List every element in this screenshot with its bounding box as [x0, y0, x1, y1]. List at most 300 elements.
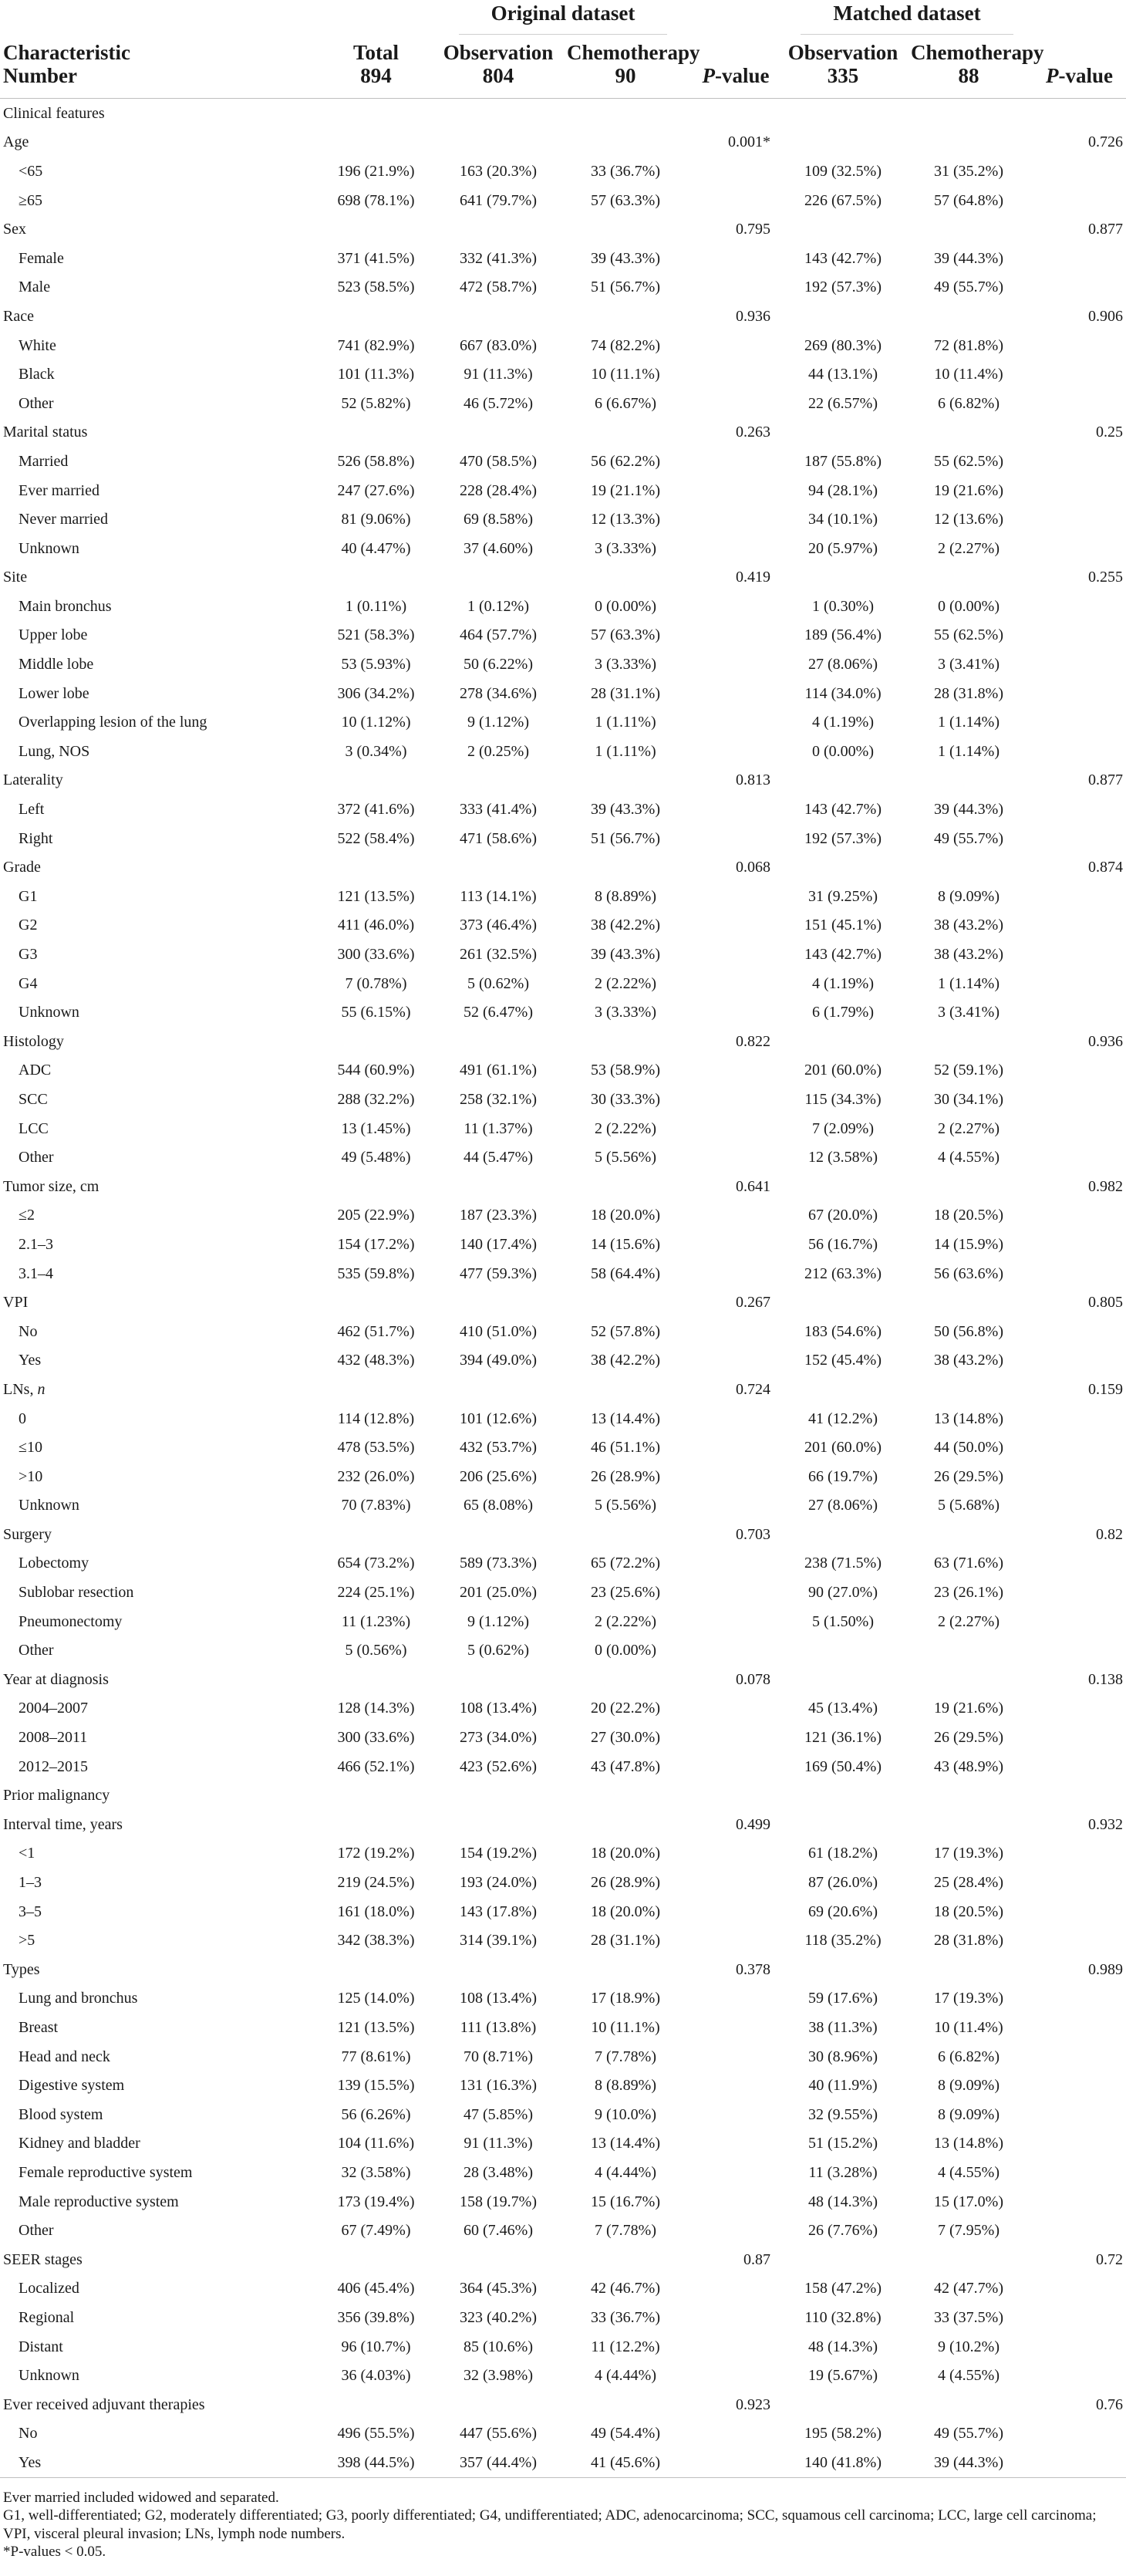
- characteristic-cell: Lower lobe: [19, 684, 89, 702]
- observation-cell: 394 (49.0%): [460, 1352, 537, 1369]
- table-row: [0, 707, 1126, 737]
- table-row-category: [0, 418, 1126, 447]
- table-row: [0, 2332, 1126, 2362]
- chemotherapy-cell: [561, 2390, 690, 2419]
- observation-cell: [436, 1288, 561, 1317]
- observation-cell: 193 (24.0%): [460, 1874, 537, 1892]
- matched-chemotherapy-cell: 13 (14.8%): [934, 2135, 1003, 2152]
- observation-cell: 60 (7.46%): [464, 2222, 533, 2240]
- characteristic-cell: G3: [19, 946, 38, 964]
- characteristic-cell: Race: [3, 307, 34, 325]
- table-row: [0, 998, 1126, 1027]
- p-value-cell: [690, 2129, 781, 2159]
- observation-cell: [436, 1520, 561, 1549]
- characteristic-cell: Other: [19, 1149, 54, 1166]
- matched-observation-cell: 212 (63.3%): [804, 1264, 882, 1282]
- characteristic-cell: Clinical features: [3, 104, 105, 122]
- p-value-cell: [690, 1201, 781, 1231]
- matched-observation-cell: 158 (47.2%): [804, 2280, 882, 2297]
- matched-observation-cell: 5 (1.50%): [812, 1612, 874, 1630]
- total-cell: [316, 1810, 436, 1839]
- chemotherapy-cell: 39 (43.3%): [591, 249, 660, 267]
- matched-p-value-cell: 0.932: [1088, 1815, 1123, 1833]
- chemotherapy-cell: 30 (33.3%): [591, 1090, 660, 1108]
- chemotherapy-cell: 18 (20.0%): [591, 1207, 660, 1224]
- matched-observation-cell: 118 (35.2%): [804, 1932, 882, 1950]
- matched-p-value-cell: [1033, 2042, 1126, 2071]
- total-cell: 196 (21.9%): [337, 162, 415, 180]
- characteristic-cell: White: [19, 336, 56, 354]
- p-value-cell: [690, 476, 781, 505]
- matched-observation-cell: 30 (8.96%): [808, 2048, 878, 2065]
- observation-cell: 228 (28.4%): [460, 481, 537, 499]
- matched-observation-cell: 61 (18.2%): [808, 1845, 878, 1862]
- matched-observation-cell: [781, 852, 905, 882]
- matched-chemotherapy-cell: 28 (31.8%): [934, 684, 1003, 702]
- table-row: [0, 2448, 1126, 2477]
- p-value-cell: [690, 1752, 781, 1781]
- p-value-cell: [690, 1578, 781, 1607]
- matched-observation-cell: 4 (1.19%): [812, 974, 874, 992]
- p-value-cell: 0.068: [736, 859, 770, 876]
- matched-chemotherapy-cell: [905, 2245, 1033, 2274]
- observation-cell: 108 (13.4%): [460, 1990, 537, 2007]
- matched-p-value-cell: 0.877: [1088, 771, 1123, 789]
- matched-observation-cell: [781, 2245, 905, 2274]
- observation-cell: 140 (17.4%): [460, 1235, 537, 1253]
- matched-p-value-cell: [1033, 1230, 1126, 1259]
- p-value-cell: [690, 2071, 781, 2100]
- p-value-cell: [690, 99, 781, 128]
- matched-observation-cell: 187 (55.8%): [804, 452, 882, 470]
- chemotherapy-cell: [561, 302, 690, 331]
- table-row: [0, 1259, 1126, 1288]
- matched-p-value-cell: 0.982: [1088, 1177, 1123, 1195]
- matched-p-value-cell: [1033, 650, 1126, 679]
- total-cell: 432 (48.3%): [337, 1352, 415, 1369]
- matched-chemotherapy-cell: 49 (55.7%): [934, 2425, 1003, 2443]
- observation-cell: 5 (0.62%): [467, 974, 529, 992]
- matched-p-value-cell: 0.159: [1088, 1380, 1123, 1398]
- p-value-cell: [690, 331, 781, 360]
- p-value-cell: [690, 969, 781, 998]
- total-cell: 219 (24.5%): [337, 1874, 415, 1892]
- total-cell: [316, 1172, 436, 1201]
- total-cell: 224 (25.1%): [337, 1584, 415, 1602]
- total-cell: 521 (58.3%): [337, 626, 415, 644]
- matched-p-value-cell: [1033, 389, 1126, 418]
- chemotherapy-cell: [561, 418, 690, 447]
- matched-chemotherapy-cell: 23 (26.1%): [934, 1584, 1003, 1602]
- characteristic-cell: G2: [19, 917, 38, 934]
- matched-p-value-cell: [1033, 1346, 1126, 1376]
- matched-chemotherapy-cell: 1 (1.14%): [938, 714, 1000, 731]
- chemotherapy-cell: 39 (43.3%): [591, 801, 660, 819]
- observation-cell: 9 (1.12%): [467, 1612, 529, 1630]
- table-row: [0, 505, 1126, 534]
- characteristic-cell: 2004–2007: [19, 1700, 88, 1717]
- total-cell: 7 (0.78%): [345, 974, 407, 992]
- observation-cell: 158 (19.7%): [460, 2193, 537, 2210]
- matched-p-value-cell: [1033, 1143, 1126, 1172]
- matched-observation-cell: [781, 2390, 905, 2419]
- matched-chemotherapy-cell: 63 (71.6%): [934, 1555, 1003, 1572]
- matched-p-value-cell: [1033, 1462, 1126, 1491]
- p-value-cell: [690, 1897, 781, 1926]
- matched-chemotherapy-cell: [905, 99, 1033, 128]
- characteristic-cell: G1: [19, 887, 38, 905]
- characteristic-cell: >10: [19, 1467, 43, 1485]
- matched-chemotherapy-cell: 10 (11.4%): [934, 2018, 1003, 2036]
- table-row: [0, 1201, 1126, 1231]
- matched-p-value-cell: [1033, 2100, 1126, 2129]
- matched-observation-cell: 7 (2.09%): [812, 1119, 874, 1137]
- matched-chemotherapy-cell: 50 (56.8%): [934, 1322, 1003, 1340]
- observation-cell: 333 (41.4%): [460, 801, 537, 819]
- p-value-cell: [690, 1404, 781, 1433]
- characteristic-cell: Female: [19, 249, 64, 267]
- matched-p-value-cell: [1033, 1578, 1126, 1607]
- table-row: [0, 2013, 1126, 2042]
- observation-cell: [436, 128, 561, 157]
- matched-p-value-cell: [1033, 2158, 1126, 2187]
- chemotherapy-cell: 7 (7.78%): [595, 2048, 656, 2065]
- matched-chemotherapy-cell: 44 (50.0%): [934, 1439, 1003, 1457]
- chemotherapy-cell: 26 (28.9%): [591, 1874, 660, 1892]
- observation-cell: 470 (58.5%): [460, 452, 537, 470]
- total-cell: 96 (10.7%): [341, 2338, 411, 2355]
- matched-observation-cell: [781, 1636, 905, 1665]
- chemotherapy-cell: [561, 1520, 690, 1549]
- p-value-cell: [690, 1085, 781, 1114]
- matched-chemotherapy-cell: 56 (63.6%): [934, 1264, 1003, 1282]
- p-value-cell: [690, 707, 781, 737]
- table-row-category: [0, 563, 1126, 593]
- matched-chemotherapy-cell: 55 (62.5%): [934, 626, 1003, 644]
- total-cell: [316, 1375, 436, 1404]
- matched-observation-header: Observation 335: [781, 35, 905, 99]
- observation-cell: [436, 852, 561, 882]
- p-value-cell: [690, 1259, 781, 1288]
- chemotherapy-cell: 13 (14.4%): [591, 1410, 660, 1427]
- matched-observation-cell: [781, 302, 905, 331]
- total-cell: [316, 1781, 436, 1810]
- matched-p-value-cell: [1033, 1984, 1126, 2014]
- observation-cell: [436, 1172, 561, 1201]
- table-row: [0, 476, 1126, 505]
- matched-p-value-cell: [1033, 476, 1126, 505]
- matched-chemotherapy-cell: 49 (55.7%): [934, 279, 1003, 296]
- total-cell: 121 (13.5%): [337, 887, 415, 905]
- chemotherapy-cell: 3 (3.33%): [595, 656, 656, 674]
- total-cell: 125 (14.0%): [337, 1990, 415, 2007]
- matched-chemotherapy-cell: 18 (20.5%): [934, 1207, 1003, 1224]
- table-footnotes: [0, 2478, 1126, 2561]
- matched-p-value-cell: [1033, 998, 1126, 1027]
- table-row-category: [0, 766, 1126, 795]
- table-row: [0, 447, 1126, 476]
- matched-chemotherapy-cell: 8 (9.09%): [938, 2077, 1000, 2095]
- characteristic-cell: Yes: [0, 2448, 316, 2477]
- chemotherapy-cell: 2 (2.22%): [595, 974, 656, 992]
- matched-observation-cell: 45 (13.4%): [808, 1700, 878, 1717]
- matched-observation-cell: 192 (57.3%): [804, 829, 882, 847]
- matched-chemotherapy-cell: 19 (21.6%): [934, 1700, 1003, 1717]
- total-cell: 173 (19.4%): [337, 2193, 415, 2210]
- total-cell: 154 (17.2%): [337, 1235, 415, 1253]
- observation-cell: 667 (83.0%): [460, 336, 537, 354]
- observation-cell: 472 (58.7%): [460, 279, 537, 296]
- total-cell: 523 (58.5%): [337, 279, 415, 296]
- observation-cell: 44 (5.47%): [464, 1149, 533, 1166]
- matched-chemotherapy-cell: 39 (44.3%): [905, 2448, 1033, 2477]
- matched-observation-cell: 38 (11.3%): [808, 2018, 878, 2036]
- matched-chemotherapy-cell: 38 (43.2%): [934, 917, 1003, 934]
- matched-p-value-cell: [1033, 1839, 1126, 1869]
- matched-observation-cell: 59 (17.6%): [808, 1990, 878, 2007]
- total-cell: 67 (7.49%): [341, 2222, 411, 2240]
- table-row-category: [0, 1027, 1126, 1056]
- matched-chemotherapy-cell: [905, 1781, 1033, 1810]
- table-row: [0, 621, 1126, 650]
- total-cell: 11 (1.23%): [341, 1612, 411, 1630]
- p-value-cell: [690, 1462, 781, 1491]
- p-value-cell: [690, 2100, 781, 2129]
- matched-observation-cell: 19 (5.67%): [808, 2367, 878, 2385]
- table-row-category: [0, 1781, 1126, 1810]
- table-row-category: [0, 128, 1126, 157]
- table-row: [0, 2100, 1126, 2129]
- chemotherapy-cell: [561, 2245, 690, 2274]
- chemotherapy-cell: 0 (0.00%): [595, 597, 656, 615]
- observation-cell: 108 (13.4%): [460, 1700, 537, 1717]
- p-value-cell: [690, 882, 781, 911]
- characteristic-cell: Localized: [19, 2280, 79, 2297]
- characteristic-cell: Surgery: [3, 1525, 52, 1543]
- table-row: [0, 795, 1126, 824]
- observation-cell: 432 (53.7%): [460, 1439, 537, 1457]
- total-cell: 300 (33.6%): [337, 946, 415, 964]
- table-row-category: [0, 1810, 1126, 1839]
- total-cell: 55 (6.15%): [341, 1004, 411, 1021]
- table-row: [0, 331, 1126, 360]
- total-cell: 52 (5.82%): [341, 394, 411, 412]
- observation-cell: 46 (5.72%): [464, 394, 533, 412]
- p-value-cell: [690, 389, 781, 418]
- matched-observation-cell: 115 (34.3%): [804, 1090, 882, 1108]
- matched-p-value-cell: [1033, 1317, 1126, 1346]
- table-row: [0, 1317, 1126, 1346]
- characteristic-cell: Upper lobe: [19, 626, 88, 644]
- p-value-cell: [690, 940, 781, 969]
- table-row: [0, 2158, 1126, 2187]
- table-row: [0, 679, 1126, 708]
- table-row: [0, 1549, 1126, 1578]
- table-row: [0, 2361, 1126, 2390]
- table-row-category: [0, 1288, 1126, 1317]
- matched-chemotherapy-cell: 2 (2.27%): [938, 1612, 1000, 1630]
- matched-observation-cell: 48 (14.3%): [808, 2193, 878, 2210]
- matched-chemotherapy-header: Chemotherapy 88: [905, 35, 1033, 99]
- p-value-cell: [690, 911, 781, 940]
- chemotherapy-cell: 17 (18.9%): [591, 1990, 660, 2007]
- p-value-cell: [690, 2448, 781, 2477]
- matched-observation-cell: [781, 1665, 905, 1694]
- matched-chemotherapy-cell: [905, 128, 1033, 157]
- characteristic-cell: Never married: [19, 511, 109, 528]
- characteristic-cell: Pneumonectomy: [19, 1612, 123, 1630]
- p-value-cell: [690, 679, 781, 708]
- table-row: [0, 824, 1126, 853]
- chemotherapy-cell: 0 (0.00%): [595, 1642, 656, 1659]
- characteristic-cell: Lung and bronchus: [19, 1990, 138, 2007]
- chemotherapy-cell: [561, 1810, 690, 1839]
- observation-cell: 70 (8.71%): [464, 2048, 533, 2065]
- table-row: [0, 2129, 1126, 2159]
- chemotherapy-cell: 49 (54.4%): [591, 2425, 660, 2443]
- observation-cell: 410 (51.0%): [460, 1322, 537, 1340]
- observation-cell: [436, 2390, 561, 2419]
- table-row: [0, 1868, 1126, 1897]
- total-cell: [316, 1027, 436, 1056]
- chemotherapy-cell: 5 (5.56%): [595, 1149, 656, 1166]
- matched-chemotherapy-cell: [905, 302, 1033, 331]
- characteristic-cell: No: [19, 1322, 38, 1340]
- matched-observation-cell: 140 (41.8%): [781, 2448, 905, 2477]
- matched-chemotherapy-cell: 0 (0.00%): [938, 597, 1000, 615]
- matched-observation-cell: [781, 1375, 905, 1404]
- p-value-cell: [690, 1984, 781, 2014]
- matched-chemotherapy-cell: 38 (43.2%): [934, 1352, 1003, 1369]
- matched-chemotherapy-cell: [905, 766, 1033, 795]
- matched-chemotherapy-cell: 4 (4.55%): [938, 1149, 1000, 1166]
- chemotherapy-cell: [561, 766, 690, 795]
- observation-cell: 37 (4.60%): [464, 539, 533, 557]
- total-cell: [316, 302, 436, 331]
- chemotherapy-cell: 15 (16.7%): [591, 2193, 660, 2210]
- table-row: [0, 1056, 1126, 1085]
- table-row: [0, 1578, 1126, 1607]
- matched-chemotherapy-cell: 10 (11.4%): [934, 366, 1003, 383]
- total-cell: 81 (9.06%): [341, 511, 411, 528]
- matched-chemotherapy-cell: 72 (81.8%): [934, 336, 1003, 354]
- observation-cell: 471 (58.6%): [460, 829, 537, 847]
- matched-p-value-cell: [1033, 1201, 1126, 1231]
- observation-cell: 28 (3.48%): [464, 2163, 533, 2181]
- matched-chemotherapy-cell: 49 (55.7%): [934, 829, 1003, 847]
- matched-p-value-cell: 0.255: [1088, 569, 1123, 586]
- p-value-cell: [690, 998, 781, 1027]
- matched-chemotherapy-cell: [905, 1636, 1033, 1665]
- observation-cell: 101 (12.6%): [460, 1410, 537, 1427]
- chemotherapy-cell: 23 (25.6%): [591, 1584, 660, 1602]
- matched-observation-cell: [781, 418, 905, 447]
- chemotherapy-cell: [561, 1955, 690, 1984]
- matched-chemotherapy-cell: 3 (3.41%): [938, 1004, 1000, 1021]
- observation-cell: 201 (25.0%): [460, 1584, 537, 1602]
- total-cell: 698 (78.1%): [337, 191, 415, 209]
- total-cell: [316, 1520, 436, 1549]
- p-value-cell: [690, 1114, 781, 1143]
- characteristic-cell: Sex: [3, 221, 26, 238]
- total-cell: 101 (11.3%): [337, 366, 415, 383]
- chemotherapy-cell: 10 (11.1%): [591, 366, 660, 383]
- matched-chemotherapy-cell: 1 (1.14%): [938, 974, 1000, 992]
- matched-p-value-cell: 0.906: [1088, 307, 1123, 325]
- observation-cell: 52 (6.47%): [464, 1004, 533, 1021]
- matched-p-value-cell: [1033, 2303, 1126, 2332]
- matched-observation-cell: [781, 1520, 905, 1549]
- total-cell: 411 (46.0%): [337, 917, 415, 934]
- table-row: [0, 592, 1126, 621]
- observation-cell: 423 (52.6%): [460, 1757, 537, 1775]
- chemotherapy-cell: 7 (7.78%): [595, 2222, 656, 2240]
- total-cell: 535 (59.8%): [337, 1264, 415, 1282]
- total-cell: 462 (51.7%): [337, 1322, 415, 1340]
- chemotherapy-cell: 4 (4.44%): [595, 2163, 656, 2181]
- chemotherapy-cell: [561, 563, 690, 593]
- total-cell: 36 (4.03%): [341, 2367, 411, 2385]
- matched-chemotherapy-cell: 15 (17.0%): [934, 2193, 1003, 2210]
- observation-cell: 163 (20.3%): [460, 162, 537, 180]
- table-row: [0, 2419, 1126, 2449]
- matched-p-value-cell: [1033, 1259, 1126, 1288]
- chemotherapy-cell: 19 (21.1%): [591, 481, 660, 499]
- total-cell: 5 (0.56%): [345, 1642, 407, 1659]
- matched-p-value-cell: [1033, 186, 1126, 215]
- total-cell: 526 (58.8%): [337, 452, 415, 470]
- total-cell: 356 (39.8%): [337, 2308, 415, 2326]
- matched-observation-cell: 201 (60.0%): [804, 1439, 882, 1457]
- matched-p-value-cell: 0.25: [1096, 424, 1123, 441]
- chemotherapy-cell: [561, 1665, 690, 1694]
- chemotherapy-cell: 4 (4.44%): [595, 2367, 656, 2385]
- p-value-cell: 0.499: [736, 1815, 770, 1833]
- matched-observation-cell: 41 (12.2%): [808, 1410, 878, 1427]
- matched-p-value-cell: [1033, 2129, 1126, 2159]
- table-row-category: [0, 1375, 1126, 1404]
- matched-p-value-cell: [1033, 2187, 1126, 2216]
- total-cell: [316, 128, 436, 157]
- total-cell: 406 (45.4%): [337, 2280, 415, 2297]
- matched-p-value-cell: [1033, 1491, 1126, 1521]
- p-value-cell: [690, 360, 781, 389]
- table-row-category: [0, 1172, 1126, 1201]
- matched-p-value-cell: [1033, 969, 1126, 998]
- matched-p-value-cell: 0.936: [1088, 1032, 1123, 1050]
- characteristic-cell: LNs, n: [3, 1380, 46, 1398]
- characteristic-cell: Other: [19, 2222, 54, 2240]
- total-cell: 40 (4.47%): [341, 539, 411, 557]
- observation-cell: 1 (0.12%): [467, 597, 529, 615]
- total-cell: [316, 563, 436, 593]
- matched-observation-cell: 121 (36.1%): [804, 1729, 882, 1747]
- matched-chemotherapy-cell: 1 (1.14%): [938, 742, 1000, 760]
- characteristic-cell: <65: [19, 162, 43, 180]
- matched-observation-cell: 109 (32.5%): [804, 162, 882, 180]
- characteristic-cell: ADC: [19, 1062, 52, 1079]
- table-row-category: [0, 302, 1126, 331]
- total-cell: 741 (82.9%): [337, 336, 415, 354]
- characteristic-cell: Kidney and bladder: [19, 2135, 140, 2152]
- matched-p-value-cell: 0.989: [1088, 1960, 1123, 1978]
- table-row-category: [0, 99, 1126, 128]
- matched-observation-cell: 48 (14.3%): [808, 2338, 878, 2355]
- matched-chemotherapy-cell: 28 (31.8%): [934, 1932, 1003, 1950]
- observation-cell: 32 (3.98%): [464, 2367, 533, 2385]
- table-row: [0, 1462, 1126, 1491]
- p-value-cell: 0.703: [736, 1525, 770, 1543]
